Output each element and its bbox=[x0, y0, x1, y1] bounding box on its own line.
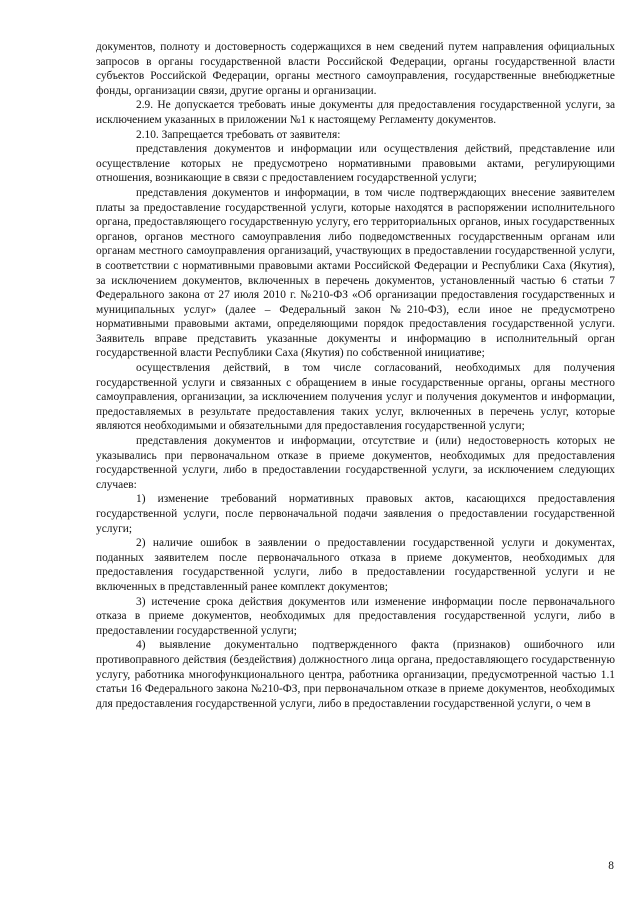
paragraph-item-documents-not-required: представления документов и информации или осуществления действий, представление или осуществление которых не предусмотрено нормативными правовыми актами, регулирующими отношения, возникающие в связи с предоставлением государственной услуги; bbox=[96, 143, 615, 185]
paragraph-continuation: документов, полноту и достоверность содержащихся в нем сведений путем направления официальных запросов в органы государственной власти Российской Федерации, органы государственной власти субъектов Российской Федерации, органы местного самоуправления, государственные внебюджетные фонды, организации связи, другие органы и организации. bbox=[96, 41, 615, 97]
paragraph-case-1: 1) изменение требований нормативных правовых актов, касающихся предоставления государственной услуги, после первоначальной подачи заявления о предоставлении государственной услуги; bbox=[96, 493, 615, 535]
paragraph-2-9: 2.9. Не допускается требовать иные документы для предоставления государственной услуги, за исключением указанных в приложении №1 к настоящему Регламенту документов. bbox=[96, 99, 615, 126]
paragraph-case-3: 3) истечение срока действия документов или изменение информации после первоначального отказа в приеме документов, необходимых для предоставления государственной услуги, либо в предоставлении государственной услуги; bbox=[96, 595, 615, 637]
paragraph-case-2: 2) наличие ошибок в заявлении о предоставлении государственной услуги и документах, поданных заявителем после первоначального отказа в приеме документов, необходимых для предоставления государственной услуги, либо в предоставлении государственной услуги и не включенных в представленный ранее комплект документов; bbox=[96, 537, 615, 593]
paragraph-2-10: 2.10. Запрещается требовать от заявителя: bbox=[136, 128, 341, 141]
paragraph-case-4: 4) выявление документально подтвержденного факта (признаков) ошибочного или противоправного действия (бездействия) должностного лица органа, предоставляющего государственную услугу, работника многофункционального центра, работника организации, предусмотренной частью 1.1 статьи 16 Федерального закона №210-ФЗ, при первоначальном отказе в приеме документов, необходимых для предоставления государственной услуги, либо в предоставлении государственной услуги, о чем в bbox=[96, 639, 615, 710]
document-body bbox=[96, 40, 615, 711]
page-number: 8 bbox=[608, 860, 614, 872]
paragraph-item-actions-approvals: осуществления действий, в том числе согласований, необходимых для получения государственной услуги и связанных с обращением в иные государственные органы, органы местного самоуправления, организации, за исключением получения услуг и получения документов и информации, предоставляемых в результате предоставления таких услуг, включенных в перечень услуг, которые являются необходимыми и обязательными для предоставления государственной услуги; bbox=[96, 362, 615, 433]
paragraph-item-missing-documents: представления документов и информации, отсутствие и (или) недостоверность которых не указывались при первоначальном отказе в приеме документов, необходимых для предоставления государственной услуги, либо в предоставлении государственной услуги, за исключением следующих случаев: bbox=[96, 435, 615, 491]
paragraph-item-documents-in-possession: представления документов и информации, в том числе подтверждающих внесение заявителем платы за предоставление государственной услуги, которые находятся в распоряжении исполнительного органа, предоставляющего государственную услугу, его территориальных органов, иных государственных органов, органов местного самоуправления либо подведомственных государственным органам или органам местного самоуправления организаций, участвующих в предоставлении государственной услуги, в соответствии с нормативными правовыми актами Российской Федерации и Республики Саха (Якутия), за исключением документов, включенных в перечень документов, установленный частью 6 статьи 7 Федерального закона от 27 июля 2010 г. №210-ФЗ «Об организации предоставления государственных и муниципальных услуг» (далее – Федеральный закон №210-ФЗ), если иное не предусмотрено нормативными правовыми актами, определяющими порядок предоставления государственной услуги. Заявитель вправе представить указанные документы и информацию в исполнительный орган государственной власти Республики Саха (Якутия) по собственной инициативе; bbox=[96, 186, 615, 360]
